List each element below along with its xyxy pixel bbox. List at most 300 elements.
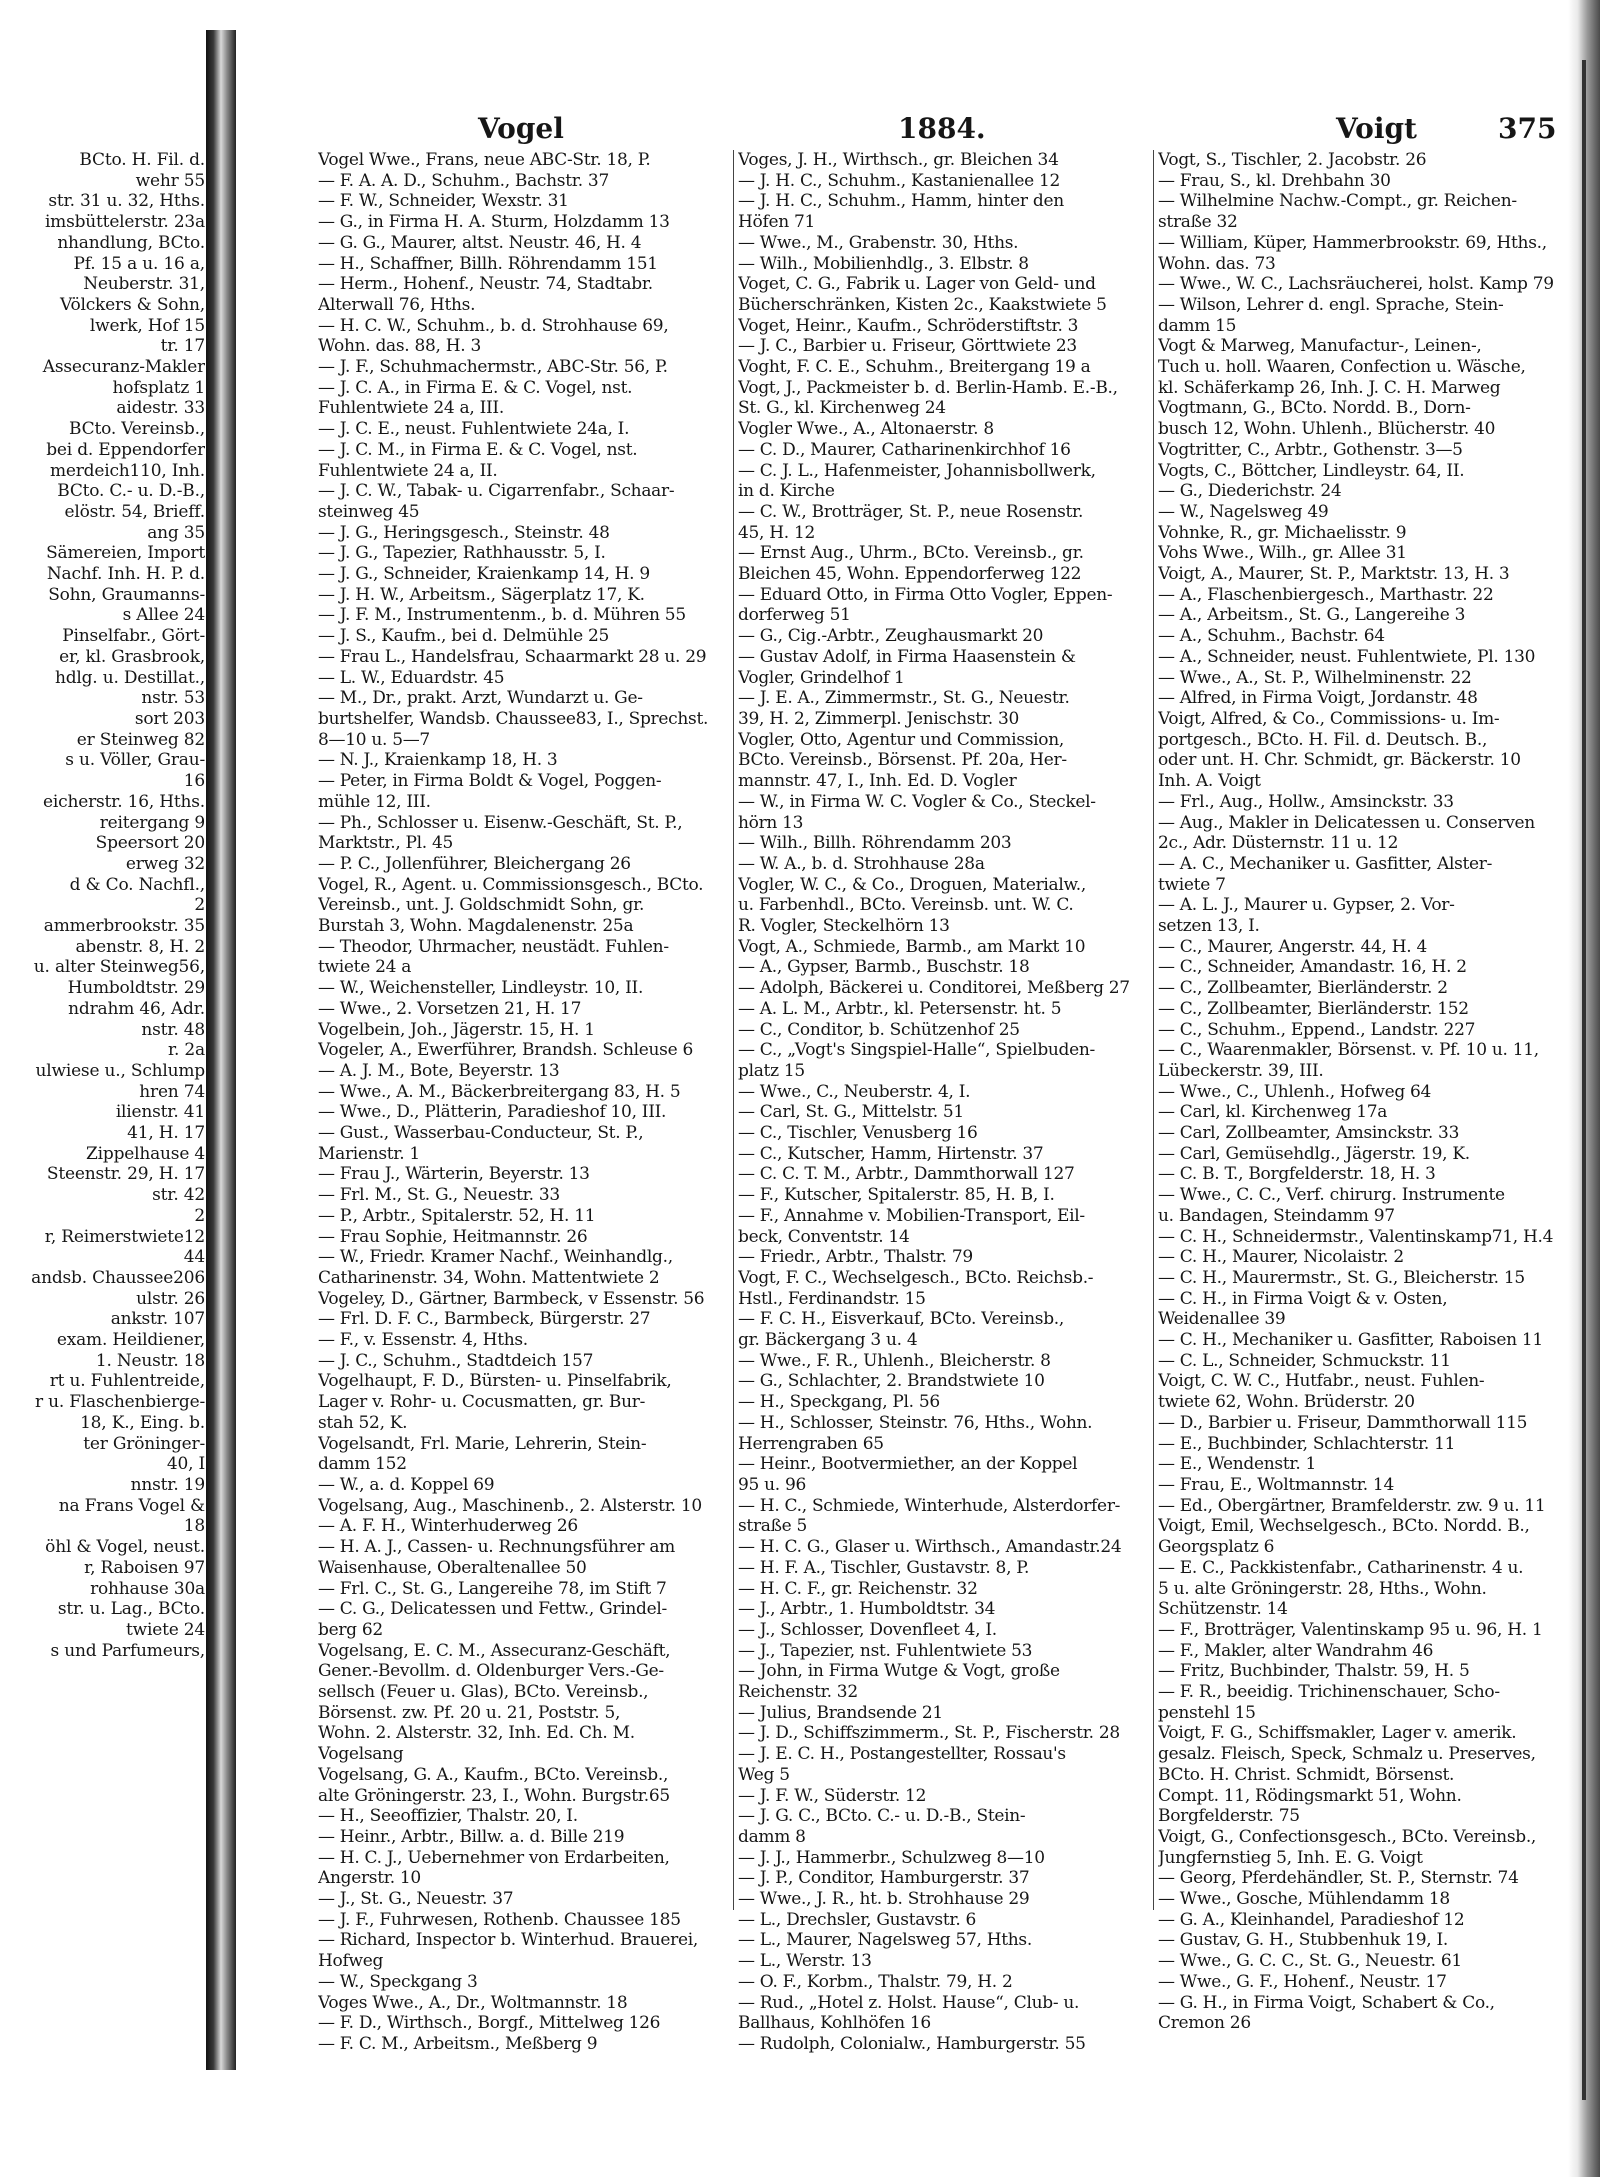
- directory-entry-line: — E., Buchbinder, Schlachterstr. 11: [1158, 1433, 1456, 1454]
- directory-entry-line: 2: [194, 1205, 205, 1226]
- directory-entry-line: — C. H., Maurermstr., St. G., Bleicherstr. 15: [1158, 1267, 1525, 1288]
- directory-entry-line: — H. C. G., Glaser u. Wirthsch., Amandastr.24: [738, 1537, 1122, 1558]
- directory-entry-line: 2: [194, 895, 205, 916]
- directory-entry-line: Zippelhause 4: [86, 1143, 205, 1164]
- directory-entry-line: erweg 32: [125, 853, 205, 874]
- directory-entry-line: s Allee 24: [122, 605, 205, 626]
- directory-entry-line: Vogeler, A., Ewerführer, Brandsh. Schleuse 6: [318, 1040, 693, 1061]
- directory-entry-line: — G., in Firma H. A. Sturm, Holzdamm 13: [318, 212, 670, 233]
- directory-entry-line: — Frau, S., kl. Drehbahn 30: [1158, 170, 1391, 191]
- directory-entry-line: BCto. Vereinsb.,: [69, 419, 205, 440]
- directory-entry-line: Waisenhause, Oberaltenallee 50: [318, 1557, 587, 1578]
- directory-entry-line: s u. Völler, Grau-: [65, 750, 205, 771]
- directory-entry-line: hdlg. u. Destillat.,: [54, 667, 205, 688]
- directory-entry-line: r, Raboisen 97: [84, 1557, 205, 1578]
- directory-entry-line: — J. F. M., Instrumentenm., b. d. Mühren 55: [318, 605, 686, 626]
- directory-entry-line: Schützenstr. 14: [1158, 1599, 1288, 1620]
- directory-entry-line: Vogelsang, G. A., Kaufm., BCto. Vereinsb.,: [318, 1764, 669, 1785]
- directory-entry-line: Inh. A. Voigt: [1158, 771, 1261, 792]
- directory-entry-line: straße 5: [738, 1516, 808, 1537]
- directory-entry-line: gr. Bäckergang 3 u. 4: [738, 1330, 918, 1351]
- directory-entry-line: Nachf. Inh. H. P. d.: [46, 564, 205, 585]
- directory-entry-line: steinweg 45: [318, 501, 420, 522]
- directory-entry-line: Vogelbein, Joh., Jägerstr. 15, H. 1: [318, 1019, 595, 1040]
- header-year: 1884.: [898, 112, 986, 145]
- directory-entry-line: — J. H. C., Schuhm., Kastanienallee 12: [738, 170, 1060, 191]
- directory-entry-line: straße 32: [1158, 212, 1238, 233]
- directory-entry-line: öhl & Vogel, neust.: [45, 1537, 205, 1558]
- directory-entry-line: burtshelfer, Wandsb. Chaussee83, I., Sprechst.: [318, 708, 709, 729]
- directory-entry-line: Weidenallee 39: [1158, 1309, 1286, 1330]
- directory-entry-line: Marienstr. 1: [318, 1143, 420, 1164]
- directory-entry-line: — J. E. C. H., Postangestellter, Rossau's: [738, 1744, 1066, 1765]
- directory-entry-line: — Adolph, Bäckerei u. Conditorei, Meßberg 27: [738, 978, 1130, 999]
- directory-entry-line: Voget, C. G., Fabrik u. Lager von Geld- und: [738, 274, 1096, 295]
- directory-entry-line: — E., Wendenstr. 1: [1158, 1454, 1317, 1475]
- directory-entry-line: ilienstr. 41: [115, 1102, 205, 1123]
- directory-entry-line: wehr 55: [135, 170, 205, 191]
- column-1: [318, 150, 728, 2055]
- directory-entry-line: Höfen 71: [738, 212, 815, 233]
- directory-entry-line: nstr. 53: [141, 688, 205, 709]
- directory-entry-line: — W., in Firma W. C. Vogler & Co., Steckel-: [738, 791, 1096, 812]
- directory-entry-line: — Wwe., A. M., Bäckerbreitergang 83, H. 5: [318, 1081, 681, 1102]
- directory-entry-line: — Alfred, in Firma Voigt, Jordanstr. 48: [1158, 688, 1478, 709]
- directory-entry-line: — Wwe., Gosche, Mühlendamm 18: [1158, 1889, 1450, 1910]
- directory-entry-line: Vereinsb., unt. J. Goldschmidt Sohn, gr.: [318, 895, 645, 916]
- directory-entry-line: 16: [183, 771, 205, 792]
- directory-entry-line: — Richard, Inspector b. Winterhud. Brauerei,: [318, 1930, 698, 1951]
- directory-entry-line: — J. S., Kaufm., bei d. Delmühle 25: [318, 626, 610, 647]
- directory-entry-line: — Wwe., C. C., Verf. chirurg. Instrumente: [1158, 1185, 1505, 1206]
- directory-entry-line: Cremon 26: [1158, 2013, 1251, 2034]
- directory-entry-line: Voigt, Emil, Wechselgesch., BCto. Nordd. B.,: [1158, 1516, 1530, 1537]
- directory-entry-line: s und Parfumeurs,: [50, 1640, 205, 1661]
- directory-entry-line: Voigt, A., Maurer, St. P., Marktstr. 13, H. 3: [1158, 564, 1510, 585]
- directory-entry-line: Steenstr. 29, H. 17: [46, 1164, 205, 1185]
- directory-entry-line: — A., Schuhm., Bachstr. 64: [1158, 626, 1385, 647]
- directory-entry-line: — H. C. W., Schuhm., b. d. Strohhause 69,: [318, 315, 669, 336]
- directory-entry-line: — F., Annahme v. Mobilien-Transport, Eil-: [738, 1205, 1085, 1226]
- directory-entry-line: — Wwe., C., Uhlenh., Hofweg 64: [1158, 1081, 1432, 1102]
- directory-entry-line: Angerstr. 10: [318, 1868, 421, 1889]
- directory-entry-line: — Frl. D. F. C., Barmbeck, Bürgerstr. 27: [318, 1309, 651, 1330]
- directory-entry-line: busch 12, Wohn. Uhlenh., Blücherstr. 40: [1158, 419, 1496, 440]
- directory-entry-line: Bücherschränken, Kisten 2c., Kaakstwiete 5: [738, 294, 1107, 315]
- directory-entry-line: Speersort 20: [95, 833, 205, 854]
- directory-entry-line: Vogel Wwe., Frans, neue ABC-Str. 18, P.: [318, 150, 651, 170]
- directory-entry-line: — J. P., Conditor, Hamburgerstr. 37: [738, 1868, 1030, 1889]
- directory-entry-line: er, kl. Grasbrook,: [59, 646, 205, 667]
- directory-entry-line: Vohnke, R., gr. Michaelisstr. 9: [1158, 522, 1407, 543]
- book-gutter: [206, 30, 236, 2070]
- directory-entry-line: — C. G., Delicatessen und Fettw., Grindel-: [318, 1599, 667, 1620]
- directory-entry-line: — Frau Sophie, Heitmannstr. 26: [318, 1226, 588, 1247]
- directory-entry-line: — Aug., Makler in Delicatessen u. Conserven: [1158, 812, 1535, 833]
- directory-entry-line: — J. C. M., in Firma E. & C. Vogel, nst.: [318, 439, 638, 460]
- directory-entry-line: — W. A., b. d. Strohhause 28a: [738, 853, 985, 874]
- directory-entry-line: 18, K., Eing. b.: [80, 1412, 205, 1433]
- directory-entry-line: Börsenst. zw. Pf. 20 u. 21, Poststr. 5,: [318, 1702, 621, 1723]
- directory-entry-line: Borgfelderstr. 75: [1158, 1806, 1300, 1827]
- directory-entry-line: str. 31 u. 32, Hths.: [48, 191, 205, 212]
- directory-entry-line: — J. H. W., Arbeitsm., Sägerplatz 17, K.: [318, 584, 645, 605]
- directory-entry-line: str. u. Lag., BCto.: [57, 1599, 205, 1620]
- directory-entry-line: — Wwe., A., St. P., Wilhelminenstr. 22: [1158, 667, 1472, 688]
- directory-entry-line: 2c., Adr. Düsternstr. 11 u. 12: [1158, 833, 1399, 854]
- directory-entry-line: — W., a. d. Koppel 69: [318, 1475, 495, 1495]
- directory-entry-line: — O. F., Korbm., Thalstr. 79, H. 2: [738, 1971, 1013, 1992]
- directory-entry-line: — J. J., Hammerbr., Schulzweg 8—10: [738, 1847, 1045, 1868]
- directory-entry-line: twiete 24 a: [318, 957, 412, 978]
- directory-entry-line: Hofweg: [318, 1951, 384, 1972]
- directory-entry-line: 39, H. 2, Zimmerpl. Jenischstr. 30: [738, 708, 1020, 729]
- directory-entry-line: imsbüttelerstr. 23a: [44, 212, 205, 233]
- directory-entry-line: Alterwall 76, Hths.: [318, 294, 476, 315]
- directory-entry-line: Vogler Wwe., A., Altonaerstr. 8: [738, 419, 994, 440]
- directory-entry-line: damm 152: [318, 1454, 407, 1475]
- directory-entry-line: Pf. 15 a u. 16 a,: [73, 253, 205, 274]
- directory-entry-line: — C. H., Mechaniker u. Gasfitter, Raboisen 11: [1158, 1330, 1543, 1351]
- directory-entry-line: — E. C., Packkistenfabr., Catharinenstr. 4 u.: [1158, 1557, 1524, 1578]
- directory-entry-line: — F. A. A. D., Schuhm., Bachstr. 37: [318, 170, 609, 191]
- directory-entry-line: — N. J., Kraienkamp 18, H. 3: [318, 750, 558, 771]
- directory-entry-line: — C. H., in Firma Voigt & v. Osten,: [1158, 1288, 1448, 1309]
- directory-entry-line: — Georg, Pferdehändler, St. P., Sternstr. 74: [1158, 1868, 1519, 1889]
- directory-entry-line: St. G., kl. Kirchenweg 24: [738, 398, 946, 419]
- directory-entry-line: Vogler, Otto, Agentur und Commission,: [738, 729, 1064, 750]
- directory-entry-line: — J. F., Schuhmachermstr., ABC-Str. 56, P.: [318, 357, 668, 378]
- directory-entry-line: — C., Schuhm., Eppend., Landstr. 227: [1158, 1019, 1476, 1040]
- directory-entry-line: — F., Kutscher, Spitalerstr. 85, H. B, I.: [738, 1185, 1055, 1206]
- directory-entry-line: — Theodor, Uhrmacher, neustädt. Fuhlen-: [318, 936, 669, 957]
- directory-entry-line: — H. C., Schmiede, Winterhude, Alsterdorfer-: [738, 1495, 1121, 1516]
- directory-entry-line: — Frl. C., St. G., Langereihe 78, im Stift 7: [318, 1578, 667, 1599]
- directory-entry-line: — A. F. H., Winterhuderweg 26: [318, 1516, 578, 1537]
- directory-entry-line: mannstr. 47, I., Inh. Ed. D. Vogler: [738, 771, 1017, 792]
- directory-entry-line: — H. C. J., Uebernehmer von Erdarbeiten,: [318, 1847, 670, 1868]
- directory-entry-line: andsb. Chaussee206: [31, 1267, 205, 1288]
- directory-entry-line: — Wilson, Lehrer d. engl. Sprache, Stein-: [1158, 294, 1504, 315]
- directory-entry-line: merdeich110, Inh.: [49, 460, 205, 481]
- directory-entry-line: r. 2a: [167, 1040, 205, 1061]
- directory-entry-line: — Wilh., Mobilienhdlg., 3. Elbstr. 8: [738, 253, 1029, 274]
- directory-entry-line: — C., Conditor, b. Schützenhof 25: [738, 1019, 1020, 1040]
- directory-entry-line: — C. J. L., Hafenmeister, Johannisbollwerk,: [738, 460, 1096, 481]
- directory-entry-line: ter Gröninger-: [83, 1433, 205, 1454]
- directory-entry-line: — A. L. J., Maurer u. Gypser, 2. Vor-: [1158, 895, 1455, 916]
- directory-entry-line: — H., Seeoffizier, Thalstr. 20, I.: [318, 1806, 578, 1827]
- directory-entry-line: — C., „Vogt's Singspiel-Halle“, Spielbuden-: [738, 1040, 1095, 1061]
- directory-entry-line: — A., Schneider, neust. Fuhlentwiete, Pl. 130: [1158, 646, 1536, 667]
- directory-entry-line: — H., Speckgang, Pl. 56: [738, 1392, 940, 1413]
- directory-entry-line: — A. L. M., Arbtr., kl. Petersenstr. ht. 5: [738, 998, 1062, 1019]
- directory-entry-line: Wohn. das. 73: [1158, 253, 1276, 274]
- directory-entry-line: — P., Arbtr., Spitalerstr. 52, H. 11: [318, 1205, 596, 1226]
- directory-entry-line: Vogelhaupt, F. D., Bürsten- u. Pinselfabrik,: [318, 1371, 672, 1392]
- directory-entry-line: BCto. C.- u. D.-B.,: [57, 481, 205, 502]
- directory-entry-line: Voigt, G., Confectionsgesch., BCto. Vereinsb.,: [1158, 1826, 1537, 1847]
- directory-entry-line: — A., Arbeitsm., St. G., Langereihe 3: [1158, 605, 1466, 626]
- directory-entry-line: er Steinweg 82: [76, 729, 205, 750]
- directory-entry-line: — Heinr., Arbtr., Billw. a. d. Bille 219: [318, 1826, 625, 1847]
- directory-entry-line: — Frl., Aug., Hollw., Amsinckstr. 33: [1158, 791, 1454, 812]
- directory-entry-line: — Frau L., Handelsfrau, Schaarmarkt 28 u. 29: [318, 646, 707, 667]
- directory-entry-line: — Ernst Aug., Uhrm., BCto. Vereinsb., gr.: [738, 543, 1084, 564]
- directory-entry-line: — C. B. T., Borgfelderstr. 18, H. 3: [1158, 1164, 1436, 1185]
- directory-entry-line: in d. Kirche: [738, 481, 835, 502]
- directory-entry-line: — C., Waarenmakler, Börsenst. v. Pf. 10 u. 11,: [1158, 1040, 1539, 1061]
- directory-entry-line: str. 42: [152, 1185, 205, 1206]
- directory-entry-line: beck, Conventstr. 14: [738, 1226, 910, 1247]
- directory-entry-line: — L. W., Eduardstr. 45: [318, 667, 505, 688]
- directory-entry-line: Gener.-Bevollm. d. Oldenburger Vers.-Ge-: [318, 1661, 664, 1682]
- directory-entry-line: nstr. 48: [141, 1019, 205, 1040]
- directory-entry-line: Vogt, S., Tischler, 2. Jacobstr. 26: [1158, 150, 1427, 170]
- directory-entry-line: — J., St. G., Neuestr. 37: [318, 1889, 514, 1910]
- directory-entry-line: 41, H. 17: [127, 1123, 205, 1144]
- directory-entry-line: ulwiese u., Schlump: [35, 1060, 205, 1081]
- directory-entry-line: — C., Schneider, Amandastr. 16, H. 2: [1158, 957, 1467, 978]
- directory-entry-line: 5 u. alte Gröningerstr. 28, Hths., Wohn.: [1158, 1578, 1487, 1599]
- directory-entry-line: twiete 62, Wohn. Brüderstr. 20: [1158, 1392, 1415, 1413]
- directory-entry-line: — F. R., beeidig. Trichinenschauer, Scho-: [1158, 1682, 1500, 1703]
- directory-entry-line: u. Bandagen, Steindamm 97: [1158, 1205, 1395, 1226]
- directory-entry-line: — Wwe., G. C. C., St. G., Neuestr. 61: [1158, 1951, 1462, 1972]
- directory-entry-line: — F., v. Essenstr. 4, Hths.: [318, 1330, 528, 1351]
- directory-entry-line: — G. H., in Firma Voigt, Schabert & Co.,: [1158, 1992, 1495, 2013]
- directory-entry-line: Humboldtstr. 29: [67, 978, 205, 999]
- directory-entry-line: — Wwe., G. F., Hohenf., Neustr. 17: [1158, 1971, 1447, 1992]
- directory-entry-line: Lager v. Rohr- u. Cocusmatten, gr. Bur-: [318, 1392, 646, 1413]
- directory-entry-line: — L., Drechsler, Gustavstr. 6: [738, 1909, 977, 1930]
- directory-entry-line: — W., Weichensteller, Lindleystr. 10, II.: [318, 978, 644, 999]
- directory-entry-line: — C., Maurer, Angerstr. 44, H. 4: [1158, 936, 1427, 957]
- directory-entry-line: — Wwe., F. R., Uhlenh., Bleicherstr. 8: [738, 1350, 1051, 1371]
- directory-entry-line: reitergang 9: [99, 812, 205, 833]
- directory-entry-line: ang 35: [147, 522, 205, 543]
- directory-entry-line: — J. C., Barbier u. Friseur, Görttwiete 23: [738, 336, 1077, 357]
- directory-entry-line: rt u. Fuhlentreide,: [49, 1371, 205, 1392]
- directory-entry-line: — C. H., Schneidermstr., Valentinskamp71, H.4: [1158, 1226, 1554, 1247]
- directory-entry-line: — Fritz, Buchbinder, Thalstr. 59, H. 5: [1158, 1661, 1470, 1682]
- directory-entry-line: Weg 5: [738, 1764, 790, 1785]
- directory-entry-line: — Wilh., Billh. Röhrendamm 203: [738, 833, 1012, 854]
- directory-entry-line: — A. C., Mechaniker u. Gasfitter, Alster-: [1158, 853, 1493, 874]
- directory-entry-line: Vogler, W. C., & Co., Droguen, Materialw.,: [738, 874, 1086, 895]
- directory-entry-line: — Rud., „Hotel z. Holst. Hause“, Club- u.: [738, 1992, 1080, 2013]
- directory-entry-line: — M., Dr., prakt. Arzt, Wundarzt u. Ge-: [318, 688, 643, 709]
- directory-entry-line: — Ph., Schlosser u. Eisenw.-Geschäft, St. P.,: [318, 812, 683, 833]
- directory-entry-line: — Ed., Obergärtner, Bramfelderstr. zw. 9 u. 11: [1158, 1495, 1546, 1516]
- directory-entry-line: — H. C. F., gr. Reichenstr. 32: [738, 1578, 978, 1599]
- directory-entry-line: — J. G. C., BCto. C.- u. D.-B., Stein-: [738, 1806, 1026, 1827]
- directory-entry-line: — F. C. H., Eisverkauf, BCto. Vereinsb.,: [738, 1309, 1064, 1330]
- directory-entry-line: — F., Makler, alter Wandrahm 46: [1158, 1640, 1434, 1661]
- directory-entry-line: Vogts, C., Böttcher, Lindleystr. 64, II.: [1158, 460, 1465, 481]
- directory-entry-line: Voigt, F. G., Schiffsmakler, Lager v. amerik.: [1158, 1723, 1517, 1744]
- directory-entry-line: — John, in Firma Wutge & Vogt, große: [738, 1661, 1060, 1682]
- directory-entry-line: — J. F. W., Süderstr. 12: [738, 1785, 927, 1806]
- directory-entry-line: — Julius, Brandsende 21: [738, 1702, 943, 1723]
- directory-entry-line: — D., Barbier u. Friseur, Dammthorwall 115: [1158, 1412, 1528, 1433]
- directory-entry-line: Vogelsang: [318, 1744, 404, 1765]
- directory-entry-line: — J. G., Tapezier, Rathhausstr. 5, I.: [318, 543, 606, 564]
- directory-entry-line: Vogt, F. C., Wechselgesch., BCto. Reichsb.-: [738, 1267, 1094, 1288]
- directory-entry-line: — Wwe., J. R., ht. b. Strohhause 29: [738, 1889, 1030, 1910]
- directory-entry-line: — Wwe., M., Grabenstr. 30, Hths.: [738, 232, 1019, 253]
- directory-entry-line: abenstr. 8, H. 2: [75, 936, 205, 957]
- directory-entry-line: — J. E. A., Zimmermstr., St. G., Neuestr.: [738, 688, 1070, 709]
- directory-entry-line: — J. F., Fuhrwesen, Rothenb. Chaussee 185: [318, 1909, 681, 1930]
- directory-entry-line: — Heinr., Bootvermiether, an der Koppel: [738, 1454, 1078, 1475]
- directory-entry-line: — Carl, kl. Kirchenweg 17a: [1158, 1102, 1388, 1123]
- directory-entry-line: Vogeley, D., Gärtner, Barmbeck, v Essenstr. 56: [318, 1288, 705, 1309]
- directory-entry-line: — Wwe., W. C., Lachsräucherei, holst. Kamp 79: [1158, 274, 1554, 295]
- directory-entry-line: Voges Wwe., A., Dr., Woltmannstr. 18: [318, 1992, 628, 2013]
- directory-entry-line: — Wilhelmine Nachw.-Compt., gr. Reichen-: [1158, 191, 1517, 212]
- directory-entry-line: ndrahm 46, Adr.: [68, 998, 205, 1019]
- directory-entry-line: — F. W., Schneider, Wexstr. 31: [318, 191, 569, 212]
- directory-entry-line: — H. A. J., Cassen- u. Rechnungsführer am: [318, 1537, 675, 1558]
- directory-entry-line: — Herm., Hohenf., Neustr. 74, Stadtabr.: [318, 274, 653, 295]
- directory-entry-line: bei d. Eppendorfer: [46, 439, 205, 460]
- directory-entry-line: Tuch u. holl. Waaren, Confection u. Wäsche,: [1158, 357, 1526, 378]
- directory-entry-line: — Carl, St. G., Mittelstr. 51: [738, 1102, 964, 1123]
- directory-entry-line: Voght, F. C. E., Schuhm., Breitergang 19 a: [738, 357, 1091, 378]
- directory-entry-line: Bleichen 45, Wohn. Eppendorferweg 122: [738, 564, 1082, 585]
- directory-entry-line: ulstr. 26: [136, 1288, 205, 1309]
- page-number: 375: [1498, 112, 1557, 145]
- directory-entry-line: rohhause 30a: [90, 1578, 205, 1599]
- directory-entry-line: — G., Diederichstr. 24: [1158, 481, 1342, 502]
- directory-entry-line: — W., Nagelsweg 49: [1158, 501, 1329, 522]
- page-fold: [1582, 60, 1586, 2100]
- directory-entry-line: BCto. H. Christ. Schmidt, Börsenst.: [1158, 1764, 1455, 1785]
- directory-entry-line: Vogtritter, C., Arbtr., Gothenstr. 3—5: [1158, 439, 1463, 460]
- directory-entry-line: setzen 13, I.: [1158, 916, 1260, 937]
- directory-entry-line: hren 74: [139, 1081, 205, 1102]
- directory-entry-line: Lübeckerstr. 39, III.: [1158, 1060, 1324, 1081]
- directory-entry-line: Marktstr., Pl. 45: [318, 833, 454, 854]
- directory-entry-line: — J. C. A., in Firma E. & C. Vogel, nst.: [318, 377, 633, 398]
- directory-entry-line: hörn 13: [738, 812, 804, 833]
- directory-entry-line: 18: [183, 1516, 205, 1537]
- directory-entry-line: — J. C. W., Tabak- u. Cigarrenfabr., Schaar-: [318, 481, 675, 502]
- directory-entry-line: gesalz. Fleisch, Speck, Schmalz u. Preserves,: [1158, 1744, 1536, 1765]
- directory-entry-line: tr. 17: [160, 336, 205, 357]
- directory-entry-line: Neuberstr. 31,: [83, 274, 205, 295]
- directory-entry-line: r, Reimerstwiete12: [44, 1226, 205, 1247]
- directory-entry-line: — C., Zollbeamter, Bierländerstr. 152: [1158, 998, 1469, 1019]
- directory-entry-line: — J., Tapezier, nst. Fuhlentwiete 53: [738, 1640, 1033, 1661]
- directory-entry-line: — Eduard Otto, in Firma Otto Vogler, Eppen-: [738, 584, 1113, 605]
- directory-entry-line: BCto. H. Fil. d.: [79, 150, 205, 170]
- directory-entry-line: Vogt & Marweg, Manufactur-, Leinen-,: [1158, 336, 1482, 357]
- page-header: [318, 112, 1566, 146]
- directory-entry-line: — H., Schlosser, Steinstr. 76, Hths., Wohn.: [738, 1412, 1093, 1433]
- directory-entry-line: — A. J. M., Bote, Beyerstr. 13: [318, 1060, 560, 1081]
- directory-entry-line: na Frans Vogel &: [58, 1495, 205, 1516]
- directory-entry-line: 44: [183, 1247, 205, 1268]
- directory-entry-line: — Frau J., Wärterin, Beyerstr. 13: [318, 1164, 590, 1185]
- directory-entry-line: — C., Tischler, Venusberg 16: [738, 1123, 978, 1144]
- directory-entry-line: r u. Flaschenbierge-: [34, 1392, 205, 1413]
- directory-entry-line: Vogler, Grindelhof 1: [738, 667, 905, 688]
- directory-entry-line: ammerbrookstr. 35: [43, 916, 205, 937]
- directory-entry-line: Vogelsang, Aug., Maschinenb., 2. Alsterstr. 10: [318, 1495, 702, 1516]
- column-2: [738, 150, 1150, 2055]
- directory-entry-line: Georgsplatz 6: [1158, 1537, 1275, 1558]
- directory-entry-line: — Gustav Adolf, in Firma Haasenstein &: [738, 646, 1076, 667]
- directory-entry-line: sort 203: [134, 708, 205, 729]
- directory-entry-line: Voget, Heinr., Kaufm., Schröderstiftstr. 3: [738, 315, 1079, 336]
- directory-entry-line: u. Farbenhdl., BCto. Vereinsb. unt. W. C.: [738, 895, 1074, 916]
- page-edge: [1568, 0, 1600, 2177]
- directory-entry-line: Vogtmann, G., BCto. Nordd. B., Dorn-: [1158, 398, 1471, 419]
- directory-entry-line: Voigt, Alfred, & Co., Commissions- u. Im-: [1158, 708, 1500, 729]
- directory-entry-line: Vogt, J., Packmeister b. d. Berlin-Hamb. E.-B.,: [738, 377, 1118, 398]
- directory-entry-line: nnstr. 19: [130, 1475, 205, 1495]
- directory-entry-line: d & Co. Nachfl.,: [69, 874, 205, 895]
- directory-entry-line: — C. W., Brotträger, St. P., neue Rosenstr.: [738, 501, 1084, 522]
- directory-entry-line: Hstl., Ferdinandstr. 15: [738, 1288, 926, 1309]
- directory-entry-line: — A., Gypser, Barmb., Buschstr. 18: [738, 957, 1030, 978]
- directory-entry-line: — Peter, in Firma Boldt & Vogel, Poggen-: [318, 771, 662, 792]
- directory-entry-line: Reichenstr. 32: [738, 1682, 858, 1703]
- directory-entry-line: 40, I: [166, 1454, 205, 1475]
- directory-entry-line: 45, H. 12: [738, 522, 816, 543]
- directory-entry-line: 1. Neustr. 18: [95, 1350, 205, 1371]
- directory-entry-line: Voigt, C. W. C., Hutfabr., neust. Fuhlen-: [1158, 1371, 1485, 1392]
- directory-entry-line: — A., Flaschenbiergesch., Marthastr. 22: [1158, 584, 1494, 605]
- directory-entry-line: — C., Kutscher, Hamm, Hirtenstr. 37: [738, 1143, 1044, 1164]
- directory-entry-line: Burstah 3, Wohn. Magdalenenstr. 25a: [318, 916, 634, 937]
- directory-entry-line: Vogt, A., Schmiede, Barmb., am Markt 10: [738, 936, 1086, 957]
- directory-entry-line: hofsplatz 1: [112, 377, 205, 398]
- directory-entry-line: — F., Brotträger, Valentinskamp 95 u. 96, H. 1: [1158, 1619, 1543, 1640]
- directory-entry-line: R. Vogler, Steckelhörn 13: [738, 916, 950, 937]
- directory-entry-line: — H., Schaffner, Billh. Röhrendamm 151: [318, 253, 658, 274]
- directory-entry-line: Vogelsandt, Frl. Marie, Lehrerin, Stein-: [318, 1433, 647, 1454]
- directory-entry-line: alte Gröningerstr. 23, I., Wohn. Burgstr.65: [318, 1785, 670, 1806]
- directory-entry-line: — C. L., Schneider, Schmuckstr. 11: [1158, 1350, 1451, 1371]
- directory-entry-line: stah 52, K.: [318, 1412, 408, 1433]
- directory-entry-line: — F. D., Wirthsch., Borgf., Mittelweg 126: [318, 2013, 661, 2034]
- directory-entry-line: — W., Friedr. Kramer Nachf., Weinhandlg.,: [318, 1247, 673, 1268]
- directory-entry-line: 8—10 u. 5—7: [318, 729, 430, 750]
- directory-entry-line: twiete 7: [1158, 874, 1226, 895]
- directory-entry-line: Wohn. das. 88, H. 3: [318, 336, 481, 357]
- directory-entry-line: kl. Schäferkamp 26, Inh. J. C. H. Marweg: [1158, 377, 1501, 398]
- column-divider: [1153, 150, 1154, 1910]
- directory-entry-line: — Gust., Wasserbau-Conducteur, St. P.,: [318, 1123, 644, 1144]
- directory-entry-line: Pinselfabr., Gört-: [62, 626, 205, 647]
- directory-entry-line: 95 u. 96: [738, 1475, 807, 1495]
- directory-entry-line: platz 15: [738, 1060, 805, 1081]
- directory-entry-line: Fuhlentwiete 24 a, III.: [318, 398, 504, 419]
- directory-entry-line: Ballhaus, Kohlhöfen 16: [738, 2013, 931, 2034]
- directory-entry-line: damm 8: [738, 1826, 806, 1847]
- directory-entry-line: damm 15: [1158, 315, 1237, 336]
- directory-entry-line: twiete 24: [125, 1619, 205, 1640]
- directory-entry-line: — Friedr., Arbtr., Thalstr. 79: [738, 1247, 973, 1268]
- directory-entry-line: — Wwe., 2. Vorsetzen 21, H. 17: [318, 998, 582, 1019]
- directory-entry-line: — C. H., Maurer, Nicolaistr. 2: [1158, 1247, 1404, 1268]
- directory-entry-line: Vogelsang, E. C. M., Assecuranz-Geschäft,: [318, 1640, 671, 1661]
- directory-entry-line: berg 62: [318, 1619, 383, 1640]
- directory-entry-line: Assecuranz-Makler: [42, 357, 205, 378]
